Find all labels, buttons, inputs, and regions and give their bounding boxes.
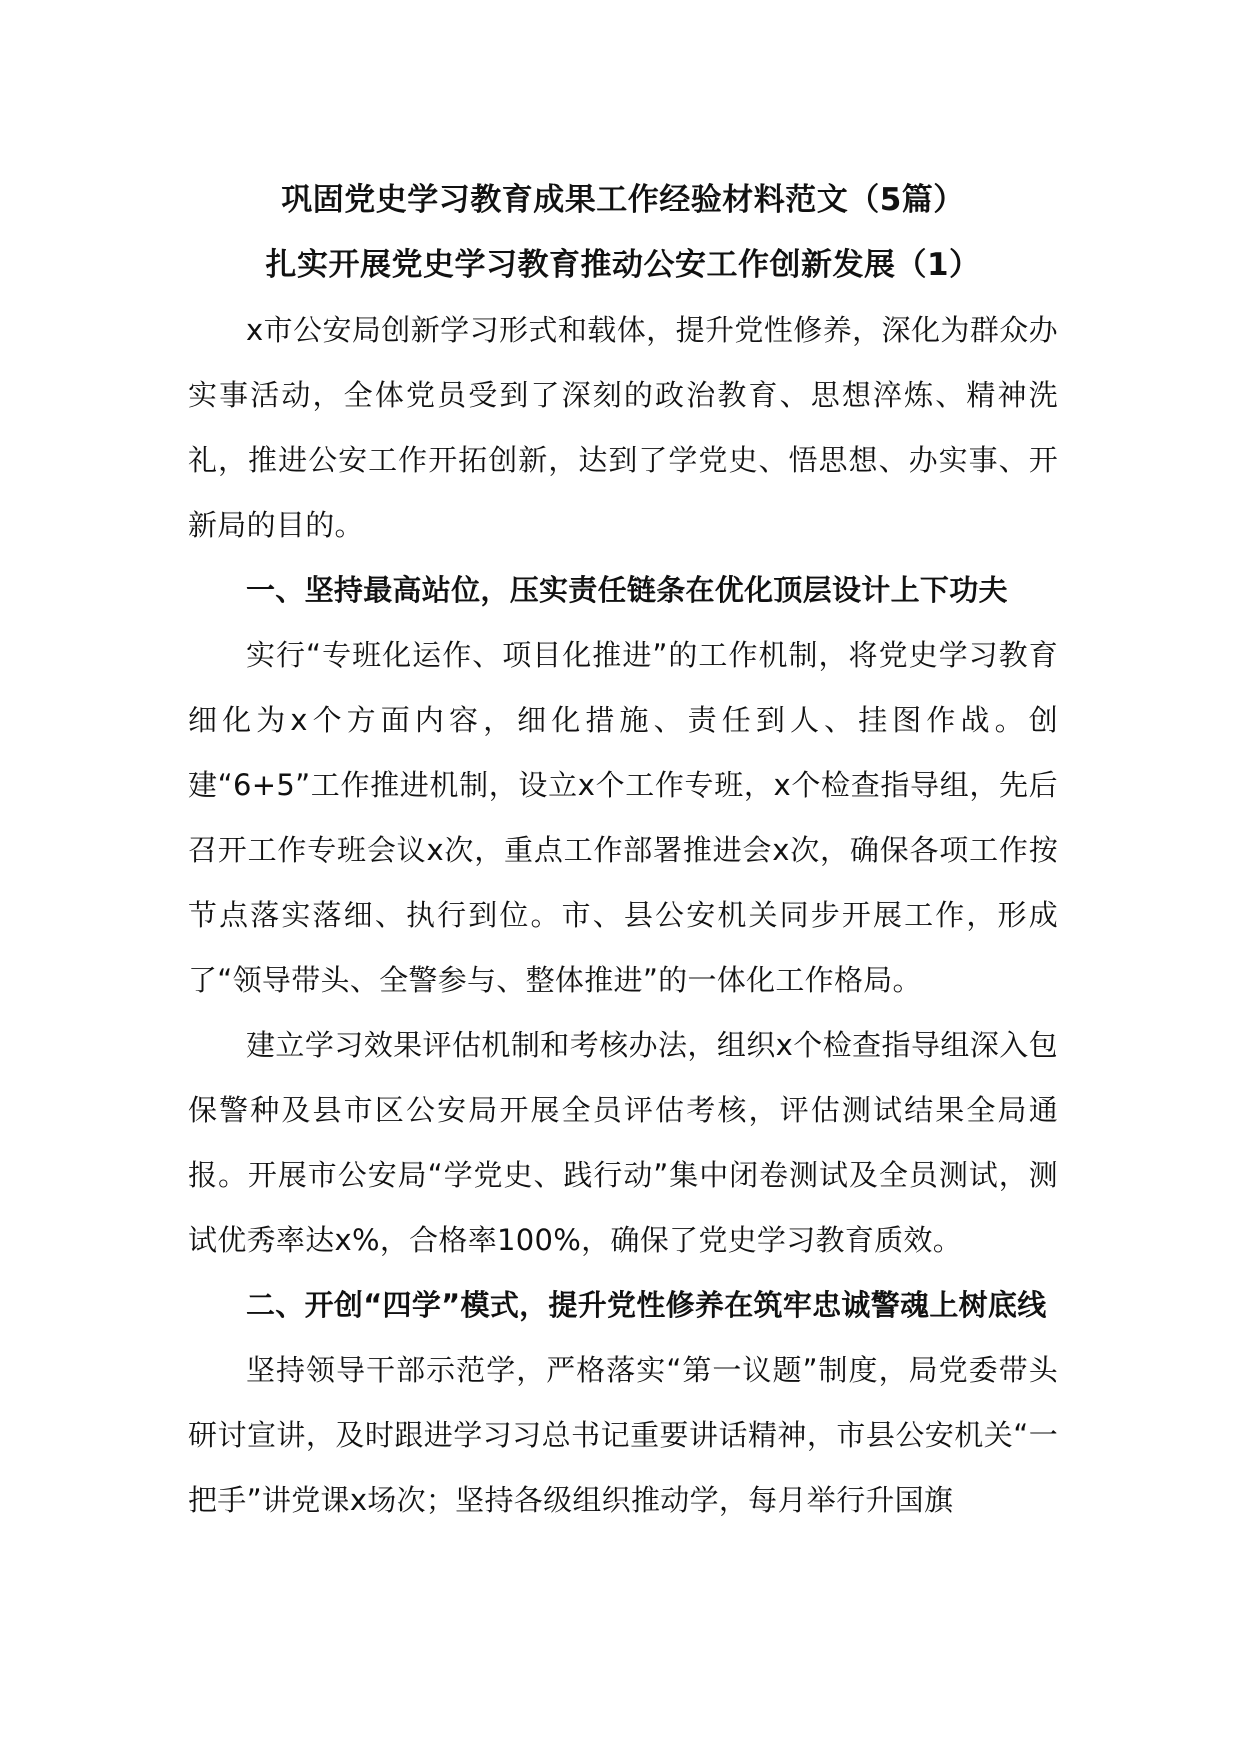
section-1-paragraph-1: 实行“专班化运作、项目化推进”的工作机制，将党史学习教育细化为x个方面内容，细化措施、责任到人、挂图作战。创建“6+5”工作推进机制，设立x个工作专班，x个检查指导组，先后召开工作专班会议x次，重点工作部署推进会x次，确保各项工作按节点落实落细、执行到位。市、县公安机关同步开展工作，形成了“领导带头、全警参与、整体推进”的一体化工作格局。	[188, 638, 1058, 997]
document-title: 巩固党史学习教育成果工作经验材料范文（5篇）	[281, 182, 965, 218]
document-subtitle: 扎实开展党史学习教育推动公安工作创新发展（1）	[265, 247, 981, 283]
intro-paragraph: x市公安局创新学习形式和载体，提升党性修养，深化为群众办实事活动，全体党员受到了深刻的政治教育、思想淬炼、精神洗礼，推进公安工作开拓创新，达到了学党史、悟思想、办实事、开新局的目的。	[188, 313, 1058, 542]
section-1-heading: 一、坚持最高站位，压实责任链条在优化顶层设计上下功夫	[246, 573, 1008, 607]
section-2-paragraph-1: 坚持领导干部示范学，严格落实“第一议题”制度，局党委带头研讨宣讲，及时跟进学习习总书记重要讲话精神，市县公安机关“一把手”讲党课x场次；坚持各级组织推动学，每月举行升国旗	[188, 1353, 1058, 1517]
section-2-heading: 二、开创“四学”模式，提升党性修养在筑牢忠诚警魂上树底线	[246, 1288, 1047, 1322]
document-body	[188, 168, 1058, 1533]
section-1-paragraph-2: 建立学习效果评估机制和考核办法，组织x个检查指导组深入包保警种及县市区公安局开展全员评估考核，评估测试结果全局通报。开展市公安局“学党史、践行动”集中闭卷测试及全员测试，测试优秀率达x%，合格率100%，确保了党史学习教育质效。	[188, 1028, 1058, 1257]
